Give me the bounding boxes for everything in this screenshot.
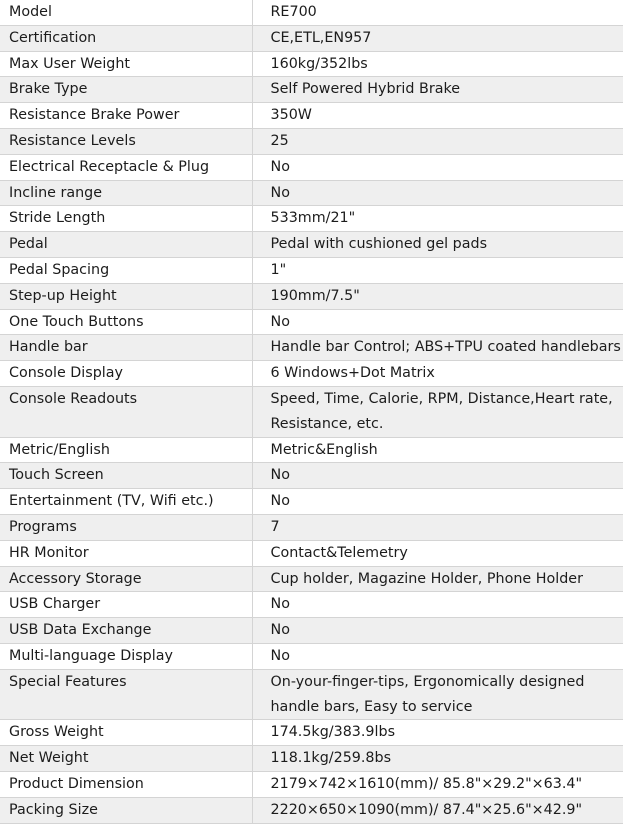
spec-value: No <box>252 489 623 515</box>
spec-row-step-up-height <box>0 283 623 309</box>
spec-label: USB Charger <box>0 592 252 618</box>
spec-row-packing-size <box>0 797 623 823</box>
spec-row-special-features <box>0 669 623 720</box>
spec-label: Programs <box>0 514 252 540</box>
spec-label: Stride Length <box>0 206 252 232</box>
spec-row-usb-data-exchange <box>0 618 623 644</box>
spec-row-pedal-spacing <box>0 257 623 283</box>
spec-label: Resistance Levels <box>0 128 252 154</box>
spec-row-electrical-receptacle <box>0 154 623 180</box>
spec-label: Special Features <box>0 669 252 720</box>
spec-value: 2220×650×1090(mm)/ 87.4"×25.6"×42.9" <box>252 797 623 823</box>
spec-value: 25 <box>252 128 623 154</box>
spec-label: Max User Weight <box>0 51 252 77</box>
spec-row-one-touch-buttons <box>0 309 623 335</box>
spec-row-incline-range <box>0 180 623 206</box>
spec-row-console-display <box>0 361 623 387</box>
spec-value: 190mm/7.5" <box>252 283 623 309</box>
spec-label: Brake Type <box>0 77 252 103</box>
spec-row-certification <box>0 25 623 51</box>
spec-label: Console Readouts <box>0 386 252 437</box>
spec-value: On-your-finger-tips, Ergonomically designed handle bars, Easy to service <box>252 669 623 720</box>
spec-row-metric-english <box>0 437 623 463</box>
spec-row-product-dimension <box>0 771 623 797</box>
spec-label: Gross Weight <box>0 720 252 746</box>
spec-row-stride-length <box>0 206 623 232</box>
spec-row-pedal <box>0 232 623 258</box>
spec-row-entertainment <box>0 489 623 515</box>
spec-row-gross-weight <box>0 720 623 746</box>
spec-row-accessory-storage <box>0 566 623 592</box>
spec-value: Speed, Time, Calorie, RPM, Distance,Heart rate, Resistance, etc. <box>252 386 623 437</box>
spec-row-multi-language-display <box>0 643 623 669</box>
spec-label: Touch Screen <box>0 463 252 489</box>
spec-label: Accessory Storage <box>0 566 252 592</box>
spec-label: Entertainment (TV, Wifi etc.) <box>0 489 252 515</box>
spec-row-brake-type <box>0 77 623 103</box>
spec-value: Handle bar Control; ABS+TPU coated handlebars <box>252 335 623 361</box>
spec-label: Certification <box>0 25 252 51</box>
spec-value: No <box>252 309 623 335</box>
spec-label: Metric/English <box>0 437 252 463</box>
spec-value: Pedal with cushioned gel pads <box>252 232 623 258</box>
spec-value: No <box>252 643 623 669</box>
spec-value: RE700 <box>252 0 623 25</box>
spec-row-usb-charger <box>0 592 623 618</box>
spec-value: 2179×742×1610(mm)/ 85.8"×29.2"×63.4" <box>252 771 623 797</box>
spec-value: No <box>252 154 623 180</box>
spec-row-handle-bar <box>0 335 623 361</box>
spec-row-model <box>0 0 623 25</box>
spec-row-max-user-weight <box>0 51 623 77</box>
spec-value: 7 <box>252 514 623 540</box>
spec-label: Resistance Brake Power <box>0 103 252 129</box>
spec-label: Step-up Height <box>0 283 252 309</box>
spec-label: Product Dimension <box>0 771 252 797</box>
spec-label: Net Weight <box>0 746 252 772</box>
spec-row-resistance-brake-power <box>0 103 623 129</box>
spec-value: CE,ETL,EN957 <box>252 25 623 51</box>
spec-value: 6 Windows+Dot Matrix <box>252 361 623 387</box>
spec-row-touch-screen <box>0 463 623 489</box>
spec-label: Handle bar <box>0 335 252 361</box>
spec-value: 174.5kg/383.9lbs <box>252 720 623 746</box>
spec-row-hr-monitor <box>0 540 623 566</box>
spec-value: 533mm/21" <box>252 206 623 232</box>
spec-value: No <box>252 180 623 206</box>
spec-row-console-readouts <box>0 386 623 437</box>
spec-label: HR Monitor <box>0 540 252 566</box>
spec-label: Multi-language Display <box>0 643 252 669</box>
spec-label: Console Display <box>0 361 252 387</box>
spec-label: Model <box>0 0 252 25</box>
spec-value: No <box>252 463 623 489</box>
spec-label: One Touch Buttons <box>0 309 252 335</box>
spec-label: Electrical Receptacle & Plug <box>0 154 252 180</box>
spec-value: No <box>252 592 623 618</box>
spec-value: 1" <box>252 257 623 283</box>
spec-label: Packing Size <box>0 797 252 823</box>
spec-row-programs <box>0 514 623 540</box>
spec-value: 160kg/352lbs <box>252 51 623 77</box>
spec-value: Self Powered Hybrid Brake <box>252 77 623 103</box>
spec-label: Pedal Spacing <box>0 257 252 283</box>
spec-row-net-weight <box>0 746 623 772</box>
spec-row-resistance-levels <box>0 128 623 154</box>
spec-value: Contact&Telemetry <box>252 540 623 566</box>
spec-label: Incline range <box>0 180 252 206</box>
spec-label: USB Data Exchange <box>0 618 252 644</box>
spec-label: Pedal <box>0 232 252 258</box>
spec-value: 118.1kg/259.8bs <box>252 746 623 772</box>
spec-value: No <box>252 618 623 644</box>
spec-value: 350W <box>252 103 623 129</box>
spec-value: Metric&English <box>252 437 623 463</box>
spec-value: Cup holder, Magazine Holder, Phone Holder <box>252 566 623 592</box>
